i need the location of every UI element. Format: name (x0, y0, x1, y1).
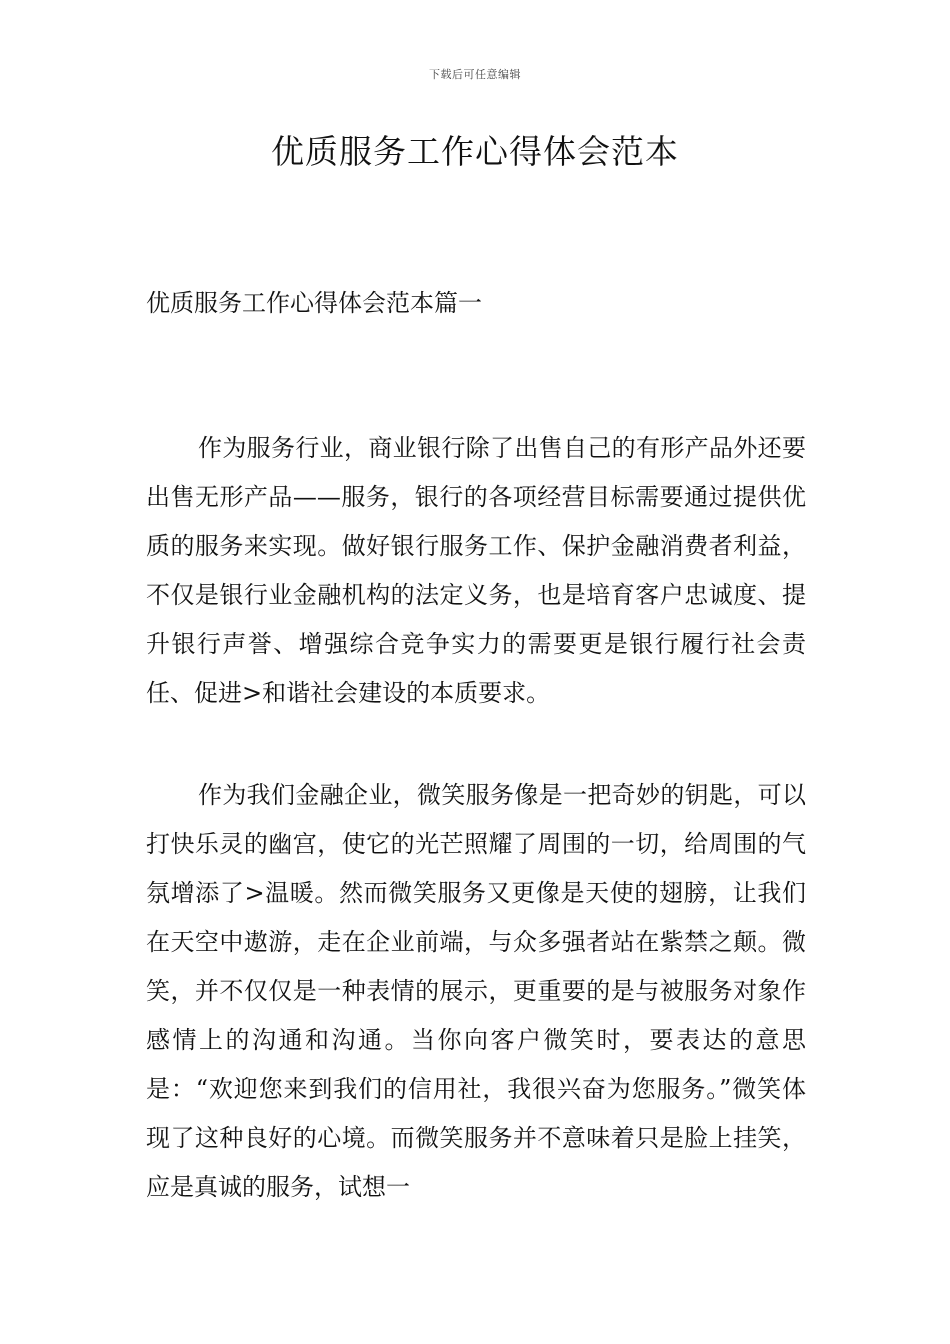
body-paragraph-2: 作为我们金融企业，微笑服务像是一把奇妙的钥匙，可以打快乐灵的幽宫，使它的光芒照耀了周围的一切，给周围的气氛增添了>温暖。然而微笑服务又更像是天使的翅膀，让我们在天空中遨游，走在企业前端，与众多强者站在紫禁之颠。微笑，并不仅仅是一种表情的展示，更重要的是与被服务对象作感情上的沟通和沟通。当你向客户微笑时，要表达的意思是：“欢迎您来到我们的信用社，我很兴奋为您服务。”微笑体现了这种良好的心境。而微笑服务并不意味着只是脸上挂笑，应是真诚的服务，试想一 (146, 781, 806, 1201)
document-title: 优质服务工作心得体会范本 (271, 132, 679, 171)
page-header-note: 下载后可任意编辑 (429, 68, 521, 81)
section-heading: 优质服务工作心得体会范本篇一 (146, 289, 482, 317)
body-paragraph-1: 作为服务行业，商业银行除了出售自己的有形产品外还要出售无形产品——服务，银行的各项经营目标需要通过提供优质的服务来实现。做好银行服务工作、保护金融消费者利益，不仅是银行业金融机构的法定义务，也是培育客户忠诚度、提升银行声誉、增强综合竞争实力的需要更是银行履行社会责任、促进>和谐社会建设的本质要求。 (146, 434, 806, 707)
